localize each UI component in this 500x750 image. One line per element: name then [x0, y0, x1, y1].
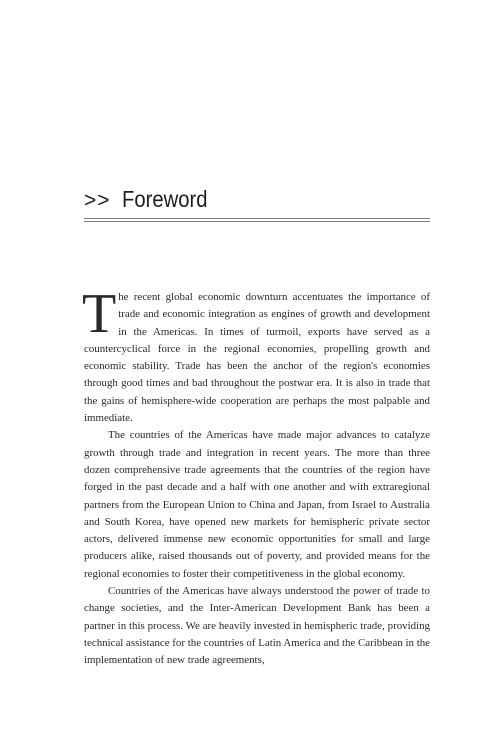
paragraph-1	[82, 283, 430, 427]
heading-rule-top	[84, 218, 430, 219]
heading-rule-bottom	[84, 221, 430, 222]
chapter-heading	[84, 186, 430, 222]
heading-marker: >>	[84, 189, 111, 212]
paragraph-2: The countries of the Americas have made major advances to catalyze growth through trade and integration in recent years. The more than three dozen comprehensive trade agreements that the countries of the region have forged in the past decade and a half with one another and with extraregional partners from the European Union to China and Japan, from Israel to Australia and South Korea, have opened new markets for hemispheric private sector actors, delivered immense new economic opportunities for small and large producers alike, raised thousands out of poverty, and provided means for the regional economies to foster their competitiveness in the global economy.	[84, 429, 430, 580]
paragraph-3: Countries of the Americas have always understood the power of trade to change societies, and the Inter-American Development Bank has been a partner in this process. We are heavily invested in hemispheric trade, providing technical assistance for the countries of Latin America and the Caribbean in the implementation of new trade agreements,	[84, 585, 430, 667]
drop-cap: T	[82, 283, 117, 345]
paragraph-1-text: he recent global economic downturn accentuates the importance of trade and economic integration as engines of growth and development in the Americas. In times of turmoil, exports have served as a countercyclical force in the regional economies, propelling growth and economic stability. Trade has been the anchor of the region's economies through good times and bad throughout the postwar era. It is also in trade that the gains of hemisphere-wide cooperation are perhaps the most palpable and immediate.	[84, 291, 430, 425]
heading-row	[84, 186, 430, 213]
chapter-title: Foreword	[121, 186, 208, 212]
body-text	[82, 283, 430, 670]
